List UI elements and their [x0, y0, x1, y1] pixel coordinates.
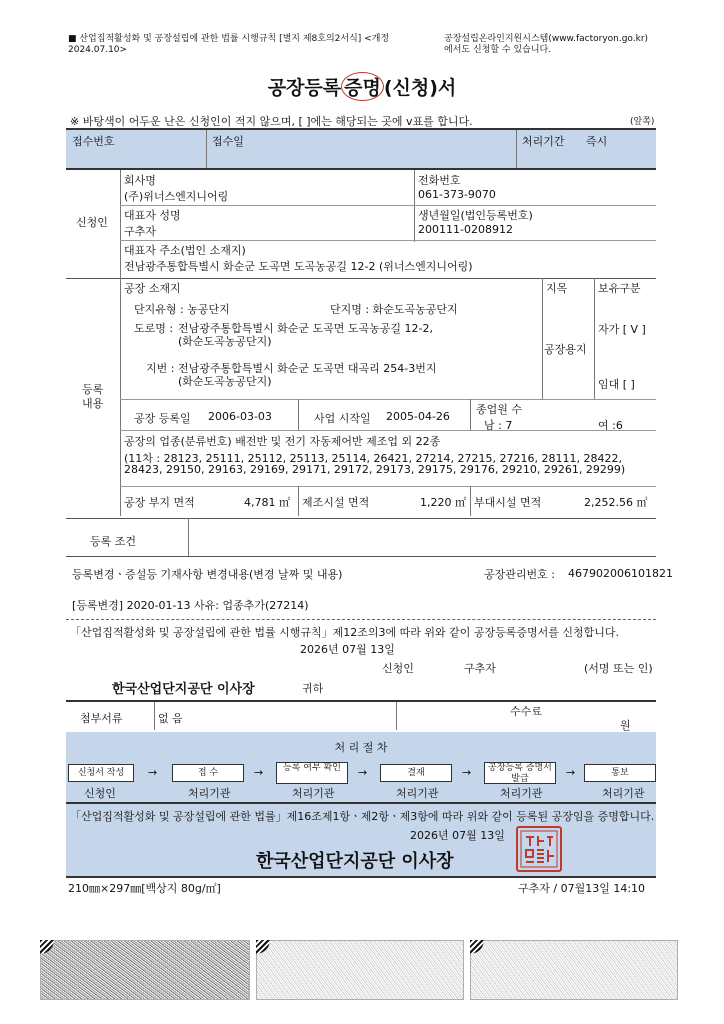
land-category-value: 공장용지	[544, 343, 587, 356]
industry-line: 공장의 업종(분류번호) 배전반 및 전기 자동제어반 제조업 외 22종	[124, 435, 441, 448]
step-actor-4: 처리기관	[396, 787, 439, 800]
employees-female: 여 :6	[598, 419, 623, 432]
road-address-label: 도로명 :	[134, 322, 174, 335]
divider	[120, 170, 121, 278]
security-pattern	[470, 940, 678, 1000]
receipt-number-label: 접수번호	[72, 135, 115, 148]
complex-name: 단지명 : 화순도곡농공단지	[330, 303, 458, 316]
step-actor-5: 처리기관	[500, 787, 543, 800]
title-part-b: 증명	[344, 77, 381, 99]
flow-arrow: →	[358, 766, 368, 779]
processing-period-label: 처리기간	[522, 135, 565, 148]
representative-label: 대표자 성명	[124, 209, 181, 222]
ownership-self: 자가 [ V ]	[598, 323, 646, 336]
company-name-value: (주)위너스엔지니어링	[124, 190, 229, 203]
attachments-label: 첨부서류	[80, 712, 123, 725]
lot-address-line2: (화순도곡농공단지)	[178, 375, 272, 388]
divider	[120, 430, 656, 431]
mfg-area-value: 1,220 ㎡	[420, 496, 466, 509]
phone-label: 전화번호	[418, 174, 461, 187]
security-pattern	[40, 940, 250, 1000]
receipt-row	[66, 130, 656, 168]
step-box-3: 등록 여부 확인	[276, 762, 348, 784]
processing-period-value: 즉시	[586, 135, 608, 148]
site-area-label: 공장 부지 면적	[124, 496, 195, 509]
form-title	[0, 72, 724, 101]
birth-value: 200111-0208912	[418, 223, 513, 236]
sign-or-seal-label: (서명 또는 인)	[584, 662, 653, 675]
step-actor-1: 신청인	[84, 787, 116, 800]
step-actor-6: 처리기관	[602, 787, 645, 800]
step-box-2: 접 수	[172, 764, 244, 782]
divider	[414, 170, 415, 242]
security-pattern	[256, 940, 464, 1000]
divider	[66, 556, 656, 557]
step-box-4: 결재	[380, 764, 452, 782]
title-circled-word	[341, 72, 384, 101]
step-box-5: 공장등록 증명서발급	[484, 762, 556, 784]
ownership-lease: 임대 [ ]	[598, 378, 635, 391]
paper-spec: 210㎜×297㎜[백상지 80g/㎡]	[68, 882, 221, 895]
land-category-label: 지목	[546, 282, 568, 295]
divider	[396, 702, 397, 730]
ownership-label: 보유구분	[598, 282, 641, 295]
step-actor-2: 처리기관	[188, 787, 231, 800]
step-actor-3: 처리기관	[292, 787, 335, 800]
representative-value: 구추자	[124, 225, 156, 238]
divider	[470, 486, 471, 516]
divider	[594, 278, 595, 399]
location-label: 공장 소재지	[124, 282, 181, 295]
fee-label: 수수료	[510, 705, 542, 718]
certification-statement: 「산업집적활성화 및 공장설립에 관한 법률」제16조제1항ㆍ제2항ㆍ제3항에 따라 위와 같이 등록된 공장임을 증명합니다.	[70, 810, 655, 823]
seal-mark	[518, 828, 560, 870]
receipt-date-label: 접수일	[212, 135, 244, 148]
procedure-flow	[66, 758, 656, 802]
step-box-6: 통보	[584, 764, 656, 782]
industry-codes-line1: (11차 : 28123, 25111, 25112, 25113, 25114, 26421, 27214, 27215, 27216, 28111, 28422,	[124, 452, 622, 465]
divider	[188, 518, 189, 556]
law-reference-date: 2024.07.10>	[68, 45, 128, 55]
title-part-a: 공장등록	[267, 77, 342, 99]
phone-value: 061-373-9070	[418, 188, 496, 201]
divider	[120, 486, 656, 487]
title-part-c: (신청)서	[383, 77, 457, 99]
company-name-label: 회사명	[124, 174, 156, 187]
birth-label: 생년월일(법인등록번호)	[418, 209, 533, 222]
divider	[120, 278, 121, 516]
lot-address-label: 지번 :	[146, 362, 175, 375]
address-label: 대표자 주소(법인 소재지)	[124, 244, 246, 257]
registration-label-1: 등록	[82, 383, 104, 396]
employees-label: 종업원 수	[476, 403, 523, 416]
divider	[154, 702, 155, 730]
flow-arrow: →	[566, 766, 576, 779]
complex-type: 단지유형 : 농공단지	[134, 303, 230, 316]
honorific: 귀하	[302, 682, 324, 695]
divider	[516, 130, 517, 168]
divider	[298, 399, 299, 430]
registration-date-label: 공장 등록일	[134, 412, 191, 425]
condition-label: 등록 조건	[90, 535, 137, 548]
aux-area-value: 2,252.56 ㎡	[584, 496, 648, 509]
divider	[120, 240, 656, 241]
changes-label: 등록변경ㆍ증설등 기재사항 변경내용(변경 날짜 및 내용)	[72, 568, 343, 581]
law-reference	[68, 34, 389, 56]
registration-date-value: 2006-03-03	[208, 410, 272, 423]
lot-address-line1: 전남광주통합특별시 화순군 도곡면 대곡리 254-3번지	[178, 362, 437, 375]
registration-form	[66, 128, 656, 556]
law-reference-text: ■ 산업집적활성화 및 공장설립에 관한 법률 시행규칙 [별지 제8호의2서식] <개정	[68, 34, 390, 44]
divider	[66, 518, 656, 519]
registration-section-label	[82, 383, 103, 411]
registration-label-2: 내용	[82, 397, 104, 410]
online-notice-line2: 에서도 신청할 수 있습니다.	[444, 45, 552, 55]
attachments-value: 없 음	[158, 712, 183, 725]
application-date: 2026년 07월 13일	[300, 643, 395, 656]
procedure-title: 처 리 절 차	[334, 741, 388, 754]
flow-arrow: →	[254, 766, 264, 779]
instruction-note: ※ 바탕색이 어두운 난은 신청인이 적지 않으며, [ ]에는 해당되는 곳에 v표를 합니다.	[70, 115, 473, 128]
divider	[66, 168, 656, 170]
change-entry: [등록변경] 2020-01-13 사유: 업종추가(27214)	[72, 599, 309, 612]
flow-arrow: →	[148, 766, 158, 779]
start-date-value: 2005-04-26	[386, 410, 450, 423]
management-number-value: 467902006101821	[568, 567, 673, 580]
step-box-1: 신청서 작성	[68, 764, 134, 782]
divider	[66, 619, 656, 620]
road-address-line1: 전남광주통합특별시 화순군 도곡면 도곡농공길 12-2,	[178, 322, 433, 335]
divider	[298, 486, 299, 516]
address-value: 전남광주통합특별시 화순군 도곡면 도곡농공길 12-2 (위너스엔지니어링)	[124, 260, 473, 273]
online-notice	[444, 34, 648, 56]
certification-date: 2026년 07월 13일	[410, 829, 505, 842]
employees-male: 남 : 7	[484, 419, 513, 432]
applicant-section-label: 신청인	[76, 216, 108, 229]
flow-arrow: →	[462, 766, 472, 779]
aux-area-label: 부대시설 면적	[474, 496, 542, 509]
applicant-signature-label: 신청인	[382, 662, 414, 675]
front-side-label: (앞쪽)	[630, 117, 655, 127]
issued-info: 구추자 / 07월13일 14:10	[518, 882, 646, 895]
site-area-value: 4,781 ㎡	[244, 496, 290, 509]
divider	[120, 205, 656, 206]
fee-unit: 원	[620, 719, 631, 732]
online-notice-line1: 공장설립온라인지원시스템(www.factoryon.go.kr)	[444, 34, 649, 44]
start-date-label: 사업 시작일	[314, 412, 371, 425]
divider	[120, 399, 656, 400]
divider	[66, 278, 656, 279]
addressee: 한국산업단지공단 이사장	[112, 682, 255, 697]
road-address-line2: (화순도곡농공단지)	[178, 335, 272, 348]
official-seal	[516, 826, 562, 872]
divider	[470, 399, 471, 430]
certification-issuer: 한국산업단지공단 이사장	[256, 851, 454, 872]
applicant-signature-name: 구추자	[464, 662, 496, 675]
application-statement: 「산업집적활성화 및 공장설립에 관한 법률 시행규칙」제12조의3에 따라 위와 같이 공장등록증명서를 신청합니다.	[70, 626, 619, 639]
mfg-area-label: 제조시설 면적	[302, 496, 370, 509]
management-number-label: 공장관리번호 :	[484, 568, 555, 581]
industry-codes-line2: 28423, 29150, 29163, 29169, 29171, 29172, 29173, 29175, 29176, 29210, 29261, 29299)	[124, 463, 626, 476]
divider	[206, 130, 207, 168]
divider	[542, 278, 543, 399]
